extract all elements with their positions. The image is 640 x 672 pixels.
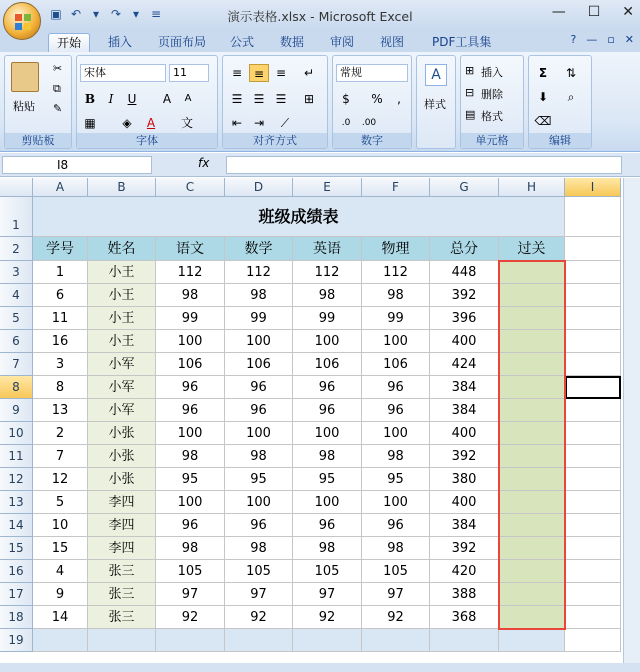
data-cell[interactable]: 100 [362,491,430,514]
data-cell[interactable]: 96 [225,376,293,399]
row-header-15[interactable]: 15 [0,537,33,560]
column-title-1[interactable]: 学号 [33,237,88,261]
selected-cell[interactable] [565,376,621,399]
data-cell[interactable]: 98 [293,537,362,560]
data-cell[interactable]: 384 [430,376,499,399]
format-button[interactable]: 格式 [481,110,503,123]
data-cell[interactable]: 99 [156,307,225,330]
tab-data[interactable]: 数据 [280,35,305,49]
data-cell[interactable]: 16 [33,330,88,353]
wrap-text-icon[interactable]: ↵ [303,66,315,80]
customize-qat-icon[interactable]: ≡ [150,7,162,21]
column-header-f[interactable]: F [362,178,430,197]
alignment-label: 对齐方式 [223,133,327,148]
orientation-icon[interactable]: ⟋ [280,116,290,130]
row-header-19[interactable]: 19 [0,629,33,652]
data-cell[interactable]: 95 [293,468,362,491]
data-cell[interactable]: 106 [225,353,293,376]
data-cell[interactable]: 95 [225,468,293,491]
data-cell[interactable]: 2 [33,422,88,445]
tab-formulas[interactable]: 公式 [230,35,255,49]
data-cell[interactable]: 112 [293,261,362,284]
data-cell[interactable]: 112 [156,261,225,284]
data-cell[interactable]: 105 [362,560,430,583]
row-header-10[interactable]: 10 [0,422,33,445]
data-cell[interactable]: 368 [430,606,499,629]
tab-pdf-tools[interactable]: PDF工具集 [432,35,492,49]
data-cell[interactable]: 392 [430,284,499,307]
data-cell[interactable]: 392 [430,537,499,560]
empty-cell[interactable] [565,445,621,468]
column-header-d[interactable]: D [225,178,293,197]
align-center-icon[interactable]: ☰ [253,92,265,106]
data-cell[interactable]: 97 [293,583,362,606]
number-group [332,55,412,149]
bold-button[interactable]: B [84,92,96,106]
data-cell[interactable]: 11 [33,307,88,330]
data-cell[interactable]: 小王 [88,307,156,330]
data-cell[interactable]: 92 [362,606,430,629]
editing-label: 编辑 [529,133,591,148]
data-cell[interactable]: 3 [33,353,88,376]
format-painter-icon[interactable]: ✎ [53,102,63,115]
column-title-8[interactable]: 过关 [499,237,565,261]
name-box[interactable]: I8 [2,156,152,174]
data-cell[interactable]: 96 [293,376,362,399]
data-cell[interactable]: 10 [33,514,88,537]
data-cell[interactable]: 99 [362,307,430,330]
insert-icon[interactable]: ⊞ [465,64,475,77]
merge-center-icon[interactable]: ⊞ [303,92,315,106]
data-cell[interactable]: 97 [156,583,225,606]
pass-cell[interactable] [499,422,565,445]
row-header-7[interactable]: 7 [0,353,33,376]
font-group [76,55,218,149]
clear-icon[interactable]: ⌫ [534,114,552,128]
column-title-7[interactable]: 总分 [430,237,499,261]
data-cell[interactable]: 396 [430,307,499,330]
data-cell[interactable]: 100 [293,422,362,445]
ribbon-tabs [0,30,640,52]
styles-button[interactable]: 样式 [424,98,446,111]
empty-cell[interactable] [565,237,621,261]
close-button[interactable]: ✕ [622,4,634,20]
data-cell[interactable]: 小军 [88,353,156,376]
data-cell[interactable]: 99 [225,307,293,330]
empty-cell[interactable] [156,629,225,652]
empty-cell[interactable] [88,629,156,652]
font-label: 字体 [77,133,217,148]
paste-button[interactable]: 粘贴 [13,100,35,113]
sheet-tabs-bar[interactable] [0,663,640,672]
font-color-icon[interactable]: A [146,116,156,130]
data-cell[interactable]: 392 [430,445,499,468]
column-header-e[interactable]: E [293,178,362,197]
underline-button[interactable]: U [127,92,137,106]
data-cell[interactable]: 420 [430,560,499,583]
data-cell[interactable]: 9 [33,583,88,606]
data-cell[interactable]: 98 [156,284,225,307]
format-icon[interactable]: ▤ [465,108,476,121]
dropdown-icon[interactable]: ▾ [92,7,100,21]
data-cell[interactable]: 384 [430,399,499,422]
row-header-1[interactable]: 1 [0,197,33,237]
data-cell[interactable]: 100 [225,491,293,514]
data-cell[interactable]: 6 [33,284,88,307]
data-cell[interactable]: 100 [225,330,293,353]
data-cell[interactable]: 105 [225,560,293,583]
data-cell[interactable]: 李四 [88,514,156,537]
data-cell[interactable]: 15 [33,537,88,560]
borders-icon[interactable]: ▦ [84,116,96,130]
data-cell[interactable]: 96 [293,514,362,537]
row-header-17[interactable]: 17 [0,583,33,606]
data-cell[interactable]: 小王 [88,284,156,307]
vertical-scrollbar[interactable] [623,178,640,672]
empty-cell[interactable] [225,629,293,652]
currency-icon[interactable]: $ [342,92,350,106]
delete-button[interactable]: 删除 [481,88,503,101]
styles-icon[interactable]: A [425,64,447,86]
pass-cell[interactable] [499,376,565,399]
data-cell[interactable]: 小王 [88,330,156,353]
data-cell[interactable]: 96 [362,376,430,399]
minimize-ribbon-icon[interactable]: — [586,33,598,46]
redo-icon[interactable]: ↷ [110,7,122,21]
pass-cell[interactable] [499,514,565,537]
sort-filter-icon[interactable]: ⇅ [565,66,577,80]
empty-cell[interactable] [565,197,621,237]
data-cell[interactable]: 小军 [88,399,156,422]
data-cell[interactable]: 小张 [88,445,156,468]
title-bar [0,0,640,30]
font-name-select[interactable]: 宋体 [80,64,166,82]
ribbon-controls [570,33,634,46]
data-cell[interactable]: 13 [33,399,88,422]
data-cell[interactable]: 100 [225,422,293,445]
save-icon[interactable]: ▣ [50,7,62,21]
cells-group [460,55,524,149]
styles-group [416,55,456,149]
increase-indent-icon[interactable]: ⇥ [253,116,265,130]
data-cell[interactable]: 100 [293,491,362,514]
row-header-6[interactable]: 6 [0,330,33,353]
data-cell[interactable]: 7 [33,445,88,468]
help-icon[interactable]: ? [570,33,577,46]
insert-button[interactable]: 插入 [481,66,503,79]
font-size-select[interactable]: 11 [169,64,209,82]
data-cell[interactable]: 98 [225,445,293,468]
data-cell[interactable]: 4 [33,560,88,583]
tab-home[interactable]: 开始 [48,33,90,52]
maximize-button[interactable]: ☐ [587,4,601,20]
data-cell[interactable]: 97 [225,583,293,606]
data-cell[interactable]: 98 [293,445,362,468]
data-cell[interactable]: 8 [33,376,88,399]
comma-style-icon[interactable]: , [397,92,401,106]
autosum-icon[interactable]: Σ [538,66,548,80]
data-cell[interactable]: 98 [362,537,430,560]
data-cell[interactable]: 92 [293,606,362,629]
formula-bar [0,153,640,177]
row-header-18[interactable]: 18 [0,606,33,629]
data-cell[interactable]: 14 [33,606,88,629]
row-header-9[interactable]: 9 [0,399,33,422]
data-cell[interactable]: 98 [362,445,430,468]
data-cell[interactable]: 400 [430,491,499,514]
data-cell[interactable]: 105 [156,560,225,583]
data-cell[interactable]: 96 [156,399,225,422]
column-header-a[interactable]: A [33,178,88,197]
data-cell[interactable]: 100 [293,330,362,353]
data-cell[interactable]: 100 [362,422,430,445]
data-cell[interactable]: 106 [362,353,430,376]
column-title-2[interactable]: 姓名 [88,237,156,261]
row-header-14[interactable]: 14 [0,514,33,537]
office-logo-icon [13,12,33,32]
data-cell[interactable]: 小张 [88,422,156,445]
data-cell[interactable]: 李四 [88,491,156,514]
column-title-3[interactable]: 语文 [156,237,225,261]
phonetic-icon[interactable]: 文 [180,116,193,130]
data-cell[interactable]: 小军 [88,376,156,399]
shrink-font-icon[interactable]: A [184,93,192,104]
data-cell[interactable]: 400 [430,422,499,445]
close-workbook-icon[interactable]: ✕ [624,33,634,46]
decrease-decimal-icon[interactable]: .00 [361,118,377,128]
clipboard-group [4,55,72,149]
column-header-b[interactable]: B [88,178,156,197]
empty-cell[interactable] [565,468,621,491]
tab-insert[interactable]: 插入 [108,35,133,49]
align-right-icon[interactable]: ☰ [275,92,287,106]
empty-cell[interactable] [362,629,430,652]
data-cell[interactable]: 100 [156,330,225,353]
row-header-13[interactable]: 13 [0,491,33,514]
office-button[interactable] [3,2,41,40]
data-cell[interactable]: 97 [362,583,430,606]
row-header-4[interactable]: 4 [0,284,33,307]
data-cell[interactable]: 384 [430,514,499,537]
insert-function-icon[interactable]: fx [198,156,210,170]
empty-cell[interactable] [565,422,621,445]
data-cell[interactable]: 112 [362,261,430,284]
align-middle-icon[interactable]: ≡ [249,64,269,82]
empty-cell[interactable] [565,330,621,353]
align-left-icon[interactable]: ☰ [231,92,243,106]
data-cell[interactable]: 1 [33,261,88,284]
column-title-6[interactable]: 物理 [362,237,430,261]
editing-group [528,55,592,149]
row-header-2[interactable]: 2 [0,237,33,261]
data-cell[interactable]: 98 [362,284,430,307]
row-header-16[interactable]: 16 [0,560,33,583]
align-bottom-icon[interactable]: ≡ [275,66,287,80]
pass-cell[interactable] [499,583,565,606]
column-header-i[interactable]: I [565,178,621,197]
column-title-5[interactable]: 英语 [293,237,362,261]
alignment-group [222,55,328,149]
percent-button[interactable]: % [371,92,383,106]
data-cell[interactable]: 92 [156,606,225,629]
data-cell[interactable]: 98 [225,284,293,307]
empty-cell[interactable] [565,353,621,376]
dropdown-icon[interactable]: ▾ [132,7,140,21]
formula-input[interactable] [226,156,622,174]
number-format-select[interactable]: 常规 [336,64,408,82]
data-cell[interactable]: 96 [225,514,293,537]
empty-cell[interactable] [565,284,621,307]
pass-cell[interactable] [499,353,565,376]
column-title-4[interactable]: 数学 [225,237,293,261]
data-cell[interactable]: 95 [156,468,225,491]
pass-cell[interactable] [499,560,565,583]
empty-cell[interactable] [565,514,621,537]
empty-cell[interactable] [565,261,621,284]
empty-cell[interactable] [499,629,565,652]
data-cell[interactable]: 99 [293,307,362,330]
empty-cell[interactable] [430,629,499,652]
pass-cell[interactable] [499,261,565,284]
data-cell[interactable]: 96 [293,399,362,422]
number-label: 数字 [333,133,411,148]
italic-button[interactable]: I [108,92,114,106]
row-header-11[interactable]: 11 [0,445,33,468]
fill-icon[interactable]: ⬇ [537,90,549,104]
data-cell[interactable]: 98 [293,284,362,307]
data-cell[interactable]: 96 [362,399,430,422]
empty-cell[interactable] [565,537,621,560]
pass-cell[interactable] [499,399,565,422]
data-cell[interactable]: 424 [430,353,499,376]
pass-cell[interactable] [499,307,565,330]
data-cell[interactable]: 李四 [88,537,156,560]
empty-cell[interactable] [293,629,362,652]
select-all-corner[interactable] [0,178,33,197]
empty-cell[interactable] [33,629,88,652]
data-cell[interactable]: 98 [156,445,225,468]
data-cell[interactable]: 张三 [88,583,156,606]
data-cell[interactable]: 106 [293,353,362,376]
increase-decimal-icon[interactable]: .0 [341,118,351,128]
data-cell[interactable]: 100 [362,330,430,353]
data-cell[interactable]: 96 [362,514,430,537]
grow-font-icon[interactable]: A [162,92,172,106]
data-cell[interactable]: 112 [225,261,293,284]
data-cell[interactable]: 96 [156,376,225,399]
empty-cell[interactable] [565,307,621,330]
sheet-title[interactable]: 班级成绩表 [33,197,565,237]
row-header-5[interactable]: 5 [0,307,33,330]
paste-icon[interactable] [11,62,39,92]
pass-cell[interactable] [499,537,565,560]
cells-label: 单元格 [461,133,523,148]
decrease-indent-icon[interactable]: ⇤ [231,116,243,130]
window-controls [552,4,634,20]
clipboard-label: 剪贴板 [5,133,71,148]
column-header-c[interactable]: C [156,178,225,197]
undo-icon[interactable]: ↶ [70,7,82,21]
data-cell[interactable]: 400 [430,330,499,353]
data-cell[interactable]: 92 [225,606,293,629]
row-header-12[interactable]: 12 [0,468,33,491]
data-cell[interactable]: 5 [33,491,88,514]
delete-icon[interactable]: ⊟ [465,86,475,99]
row-header-8[interactable]: 8 [0,376,33,399]
empty-cell[interactable] [565,560,621,583]
row-header-3[interactable]: 3 [0,261,33,284]
tab-view[interactable]: 视图 [380,35,405,49]
data-cell[interactable]: 张三 [88,560,156,583]
data-cell[interactable]: 380 [430,468,499,491]
empty-cell[interactable] [565,491,621,514]
column-header-g[interactable]: G [430,178,499,197]
pass-cell[interactable] [499,284,565,307]
data-cell[interactable]: 105 [293,560,362,583]
data-cell[interactable]: 100 [156,422,225,445]
tab-review[interactable]: 审阅 [330,35,355,49]
data-cell[interactable]: 96 [225,399,293,422]
data-cell[interactable]: 张三 [88,606,156,629]
data-cell[interactable]: 12 [33,468,88,491]
cut-icon[interactable]: ✂ [53,62,63,75]
pass-cell[interactable] [499,491,565,514]
empty-cell[interactable] [565,399,621,422]
copy-icon[interactable]: ⧉ [53,82,61,95]
find-select-icon[interactable]: ⌕ [567,90,575,104]
data-cell[interactable]: 98 [156,537,225,560]
fill-color-icon[interactable]: ◈ [122,116,132,130]
empty-cell[interactable] [565,606,621,629]
data-cell[interactable]: 388 [430,583,499,606]
pass-cell[interactable] [499,468,565,491]
empty-cell[interactable] [565,629,621,652]
column-header-h[interactable]: H [499,178,565,197]
pass-cell[interactable] [499,445,565,468]
minimize-button[interactable]: — [551,4,566,20]
empty-cell[interactable] [565,583,621,606]
data-cell[interactable]: 小王 [88,261,156,284]
pass-cell[interactable] [499,330,565,353]
ribbon [0,52,640,152]
data-cell[interactable]: 100 [156,491,225,514]
tab-page-layout[interactable]: 页面布局 [158,35,207,49]
data-cell[interactable]: 448 [430,261,499,284]
data-cell[interactable]: 小张 [88,468,156,491]
data-cell[interactable]: 96 [156,514,225,537]
restore-icon[interactable]: ▫ [607,33,615,46]
data-cell[interactable]: 95 [362,468,430,491]
window-title: 演示表格.xlsx - Microsoft Excel [227,9,413,24]
data-cell[interactable]: 98 [225,537,293,560]
align-top-icon[interactable]: ≡ [231,66,243,80]
data-cell[interactable]: 106 [156,353,225,376]
pass-cell[interactable] [499,606,565,629]
